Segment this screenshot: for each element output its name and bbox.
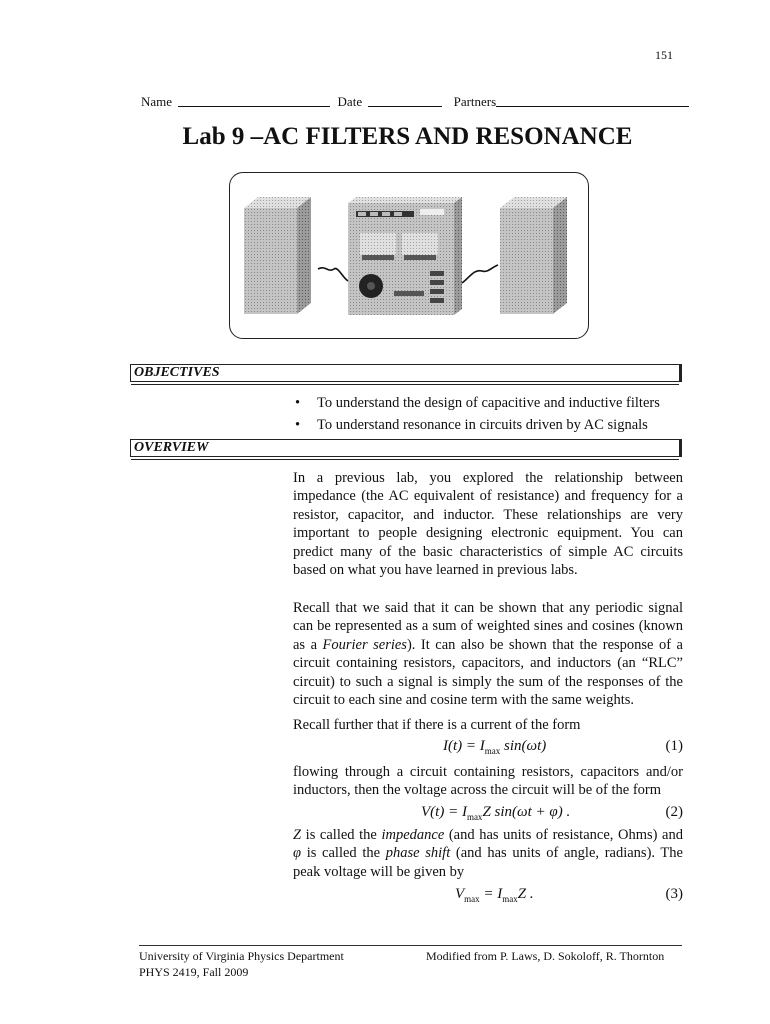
date-label: Date [337, 94, 363, 109]
equation-2: $V(t) = I_{max}Z$ sin(ωt + φ) . (2) [421, 804, 683, 822]
equation-3-number: (3) [665, 886, 683, 902]
footer-department: University of Virginia Physics Department [139, 949, 344, 963]
equation-1: $I(t) = I_{max}$ sin(ωt) (1) [443, 738, 683, 756]
footer-course: PHYS 2419, Fall 2009 [139, 965, 249, 979]
footer-divider [139, 945, 682, 946]
header-fields [141, 94, 689, 110]
figure-frame [229, 172, 589, 339]
phase-shift-term: phase shift [385, 845, 451, 862]
objectives-list [293, 392, 660, 436]
equation-3: $V_{max} = I_{max}Z$ . (3) [455, 886, 683, 904]
partners-label: Partners [453, 94, 497, 109]
overview-paragraph-4: flowing through a circuit containing resistors, capacitors and/or inductors, then the voltage across the circuit will be of the form [293, 764, 683, 799]
left-speaker-icon [244, 197, 311, 314]
fourier-series-term: Fourier series [322, 636, 407, 653]
equation-1-number: (1) [665, 738, 683, 754]
list-item: • To understand resonance in circuits driven by AC signals [293, 414, 660, 436]
overview-paragraph-3: Recall further that if there is a current of the form [293, 717, 581, 733]
equation-2-number: (2) [665, 804, 683, 820]
footer-credit: Modified from P. Laws, D. Sokoloff, R. Thornton [426, 949, 665, 963]
overview-heading: OVERVIEW [134, 440, 209, 455]
stereo-system-illustration [230, 173, 587, 337]
left-cable-icon [318, 268, 348, 281]
partners-blank [496, 94, 689, 107]
cassette-unit-icon [348, 223, 462, 265]
impedance-term: impedance [381, 827, 445, 843]
page-title: Lab 9 –AC FILTERS AND RESONANCE [182, 123, 633, 150]
right-speaker-icon [500, 197, 567, 314]
date-blank [368, 94, 442, 107]
overview-paragraph-2: Recall that we said that it can be shown that any periodic signal can be represented as a sum of weighted sines and cosines (known as a Fourier series). It can also be shown that the response of a circuit containing resistors, capacitors, and inductors (an “RLC” circuit) to such a signal is simply the sum of the responses of the circuit to each sine and cosine term with the same weights. [293, 600, 683, 709]
name-blank [178, 94, 330, 107]
overview-paragraph-1: In a previous lab, you explored the relationship between impedance (the AC equivalent of resistance) and frequency for a resistor, capacitor, and inductor. These relationships are very important to people designing electronic equipment. You can predict many of the basic characteristics of simple AC circuits based on what you have learned in previous labs. [293, 470, 683, 579]
overview-heading-bar [130, 439, 682, 457]
footer-left [139, 948, 344, 980]
tuner-unit-icon [348, 197, 462, 229]
page-number: 151 [655, 48, 673, 62]
objectives-heading-bar [130, 364, 682, 382]
list-item: • To understand the design of capacitive and inductive filters [293, 392, 660, 414]
amplifier-unit-icon [348, 259, 462, 315]
objectives-heading: OBJECTIVES [134, 365, 220, 380]
right-cable-icon [462, 265, 498, 283]
overview-paragraph-5: Z is called the impedance (and has units of resistance, Ohms) and φ is called the phase shift (and has units of angle, radians). The peak voltage will be given by [293, 827, 683, 880]
name-label: Name [141, 94, 173, 109]
